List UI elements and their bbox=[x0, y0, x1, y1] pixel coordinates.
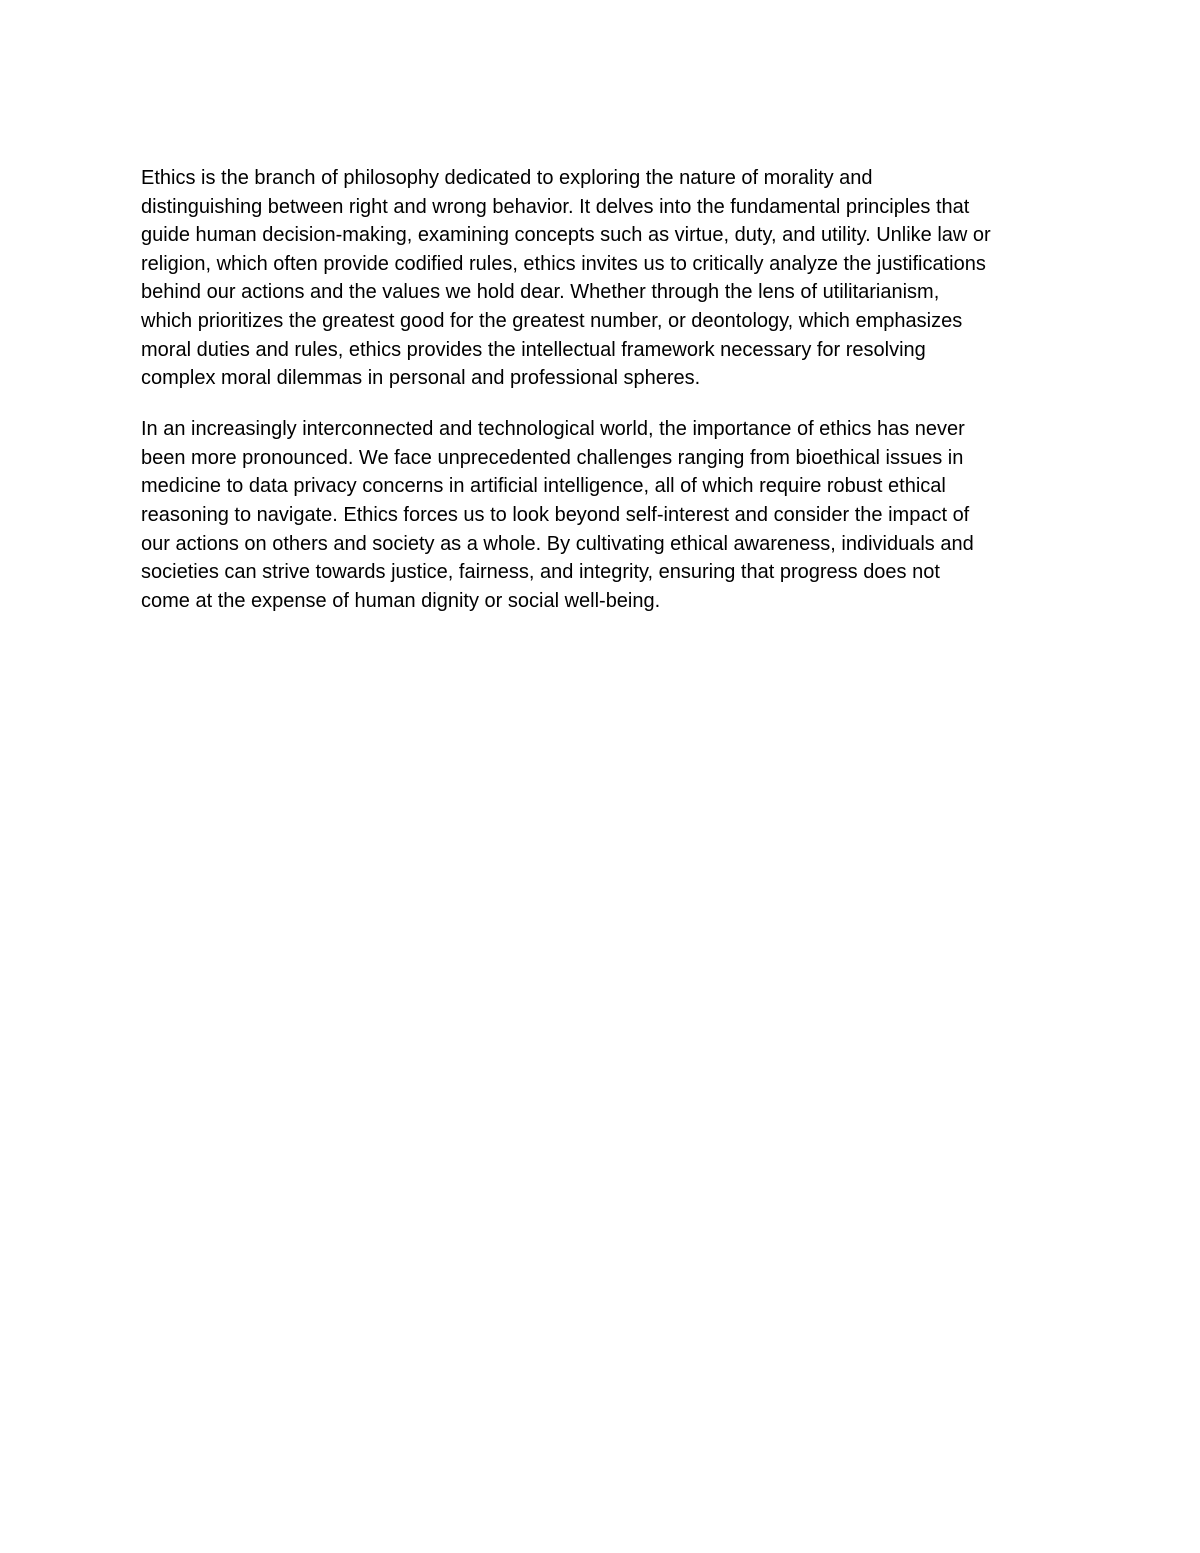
text-line: behind our actions and the values we hold dear. Whether through the lens of utilitarianism, bbox=[141, 281, 940, 304]
text-line: Ethics is the branch of philosophy dedicated to exploring the nature of morality and bbox=[141, 167, 873, 189]
text-line: come at the expense of human dignity or social well-being. bbox=[141, 589, 661, 612]
text-line: reasoning to navigate. Ethics forces us to look beyond self-interest and consider the impact of bbox=[141, 504, 970, 527]
text-line: moral duties and rules, ethics provides the intellectual framework necessary for resolving bbox=[141, 338, 926, 361]
text-line: In an increasingly interconnected and technological world, the importance of ethics has never bbox=[141, 418, 965, 441]
paragraph-1 bbox=[141, 164, 1066, 393]
text-line: been more pronounced. We face unprecedented challenges ranging from bioethical issues in bbox=[141, 446, 964, 469]
text-line: medicine to data privacy concerns in artificial intelligence, all of which require robust ethical bbox=[141, 475, 946, 498]
text-line: societies can strive towards justice, fairness, and integrity, ensuring that progress does not bbox=[141, 561, 940, 584]
text-line: complex moral dilemmas in personal and professional spheres. bbox=[141, 367, 701, 390]
document-body bbox=[141, 164, 1066, 615]
text-line: guide human decision-making, examining concepts such as virtue, duty, and utility. Unlike law or bbox=[141, 224, 991, 247]
text-line: distinguishing between right and wrong behavior. It delves into the fundamental principles that bbox=[141, 195, 970, 218]
paragraph-2 bbox=[141, 415, 1066, 615]
text-line: which prioritizes the greatest good for the greatest number, or deontology, which emphasizes bbox=[141, 309, 963, 332]
text-line: religion, which often provide codified rules, ethics invites us to critically analyze the justifications bbox=[141, 252, 986, 275]
text-line: our actions on others and society as a whole. By cultivating ethical awareness, individuals and bbox=[141, 532, 974, 555]
